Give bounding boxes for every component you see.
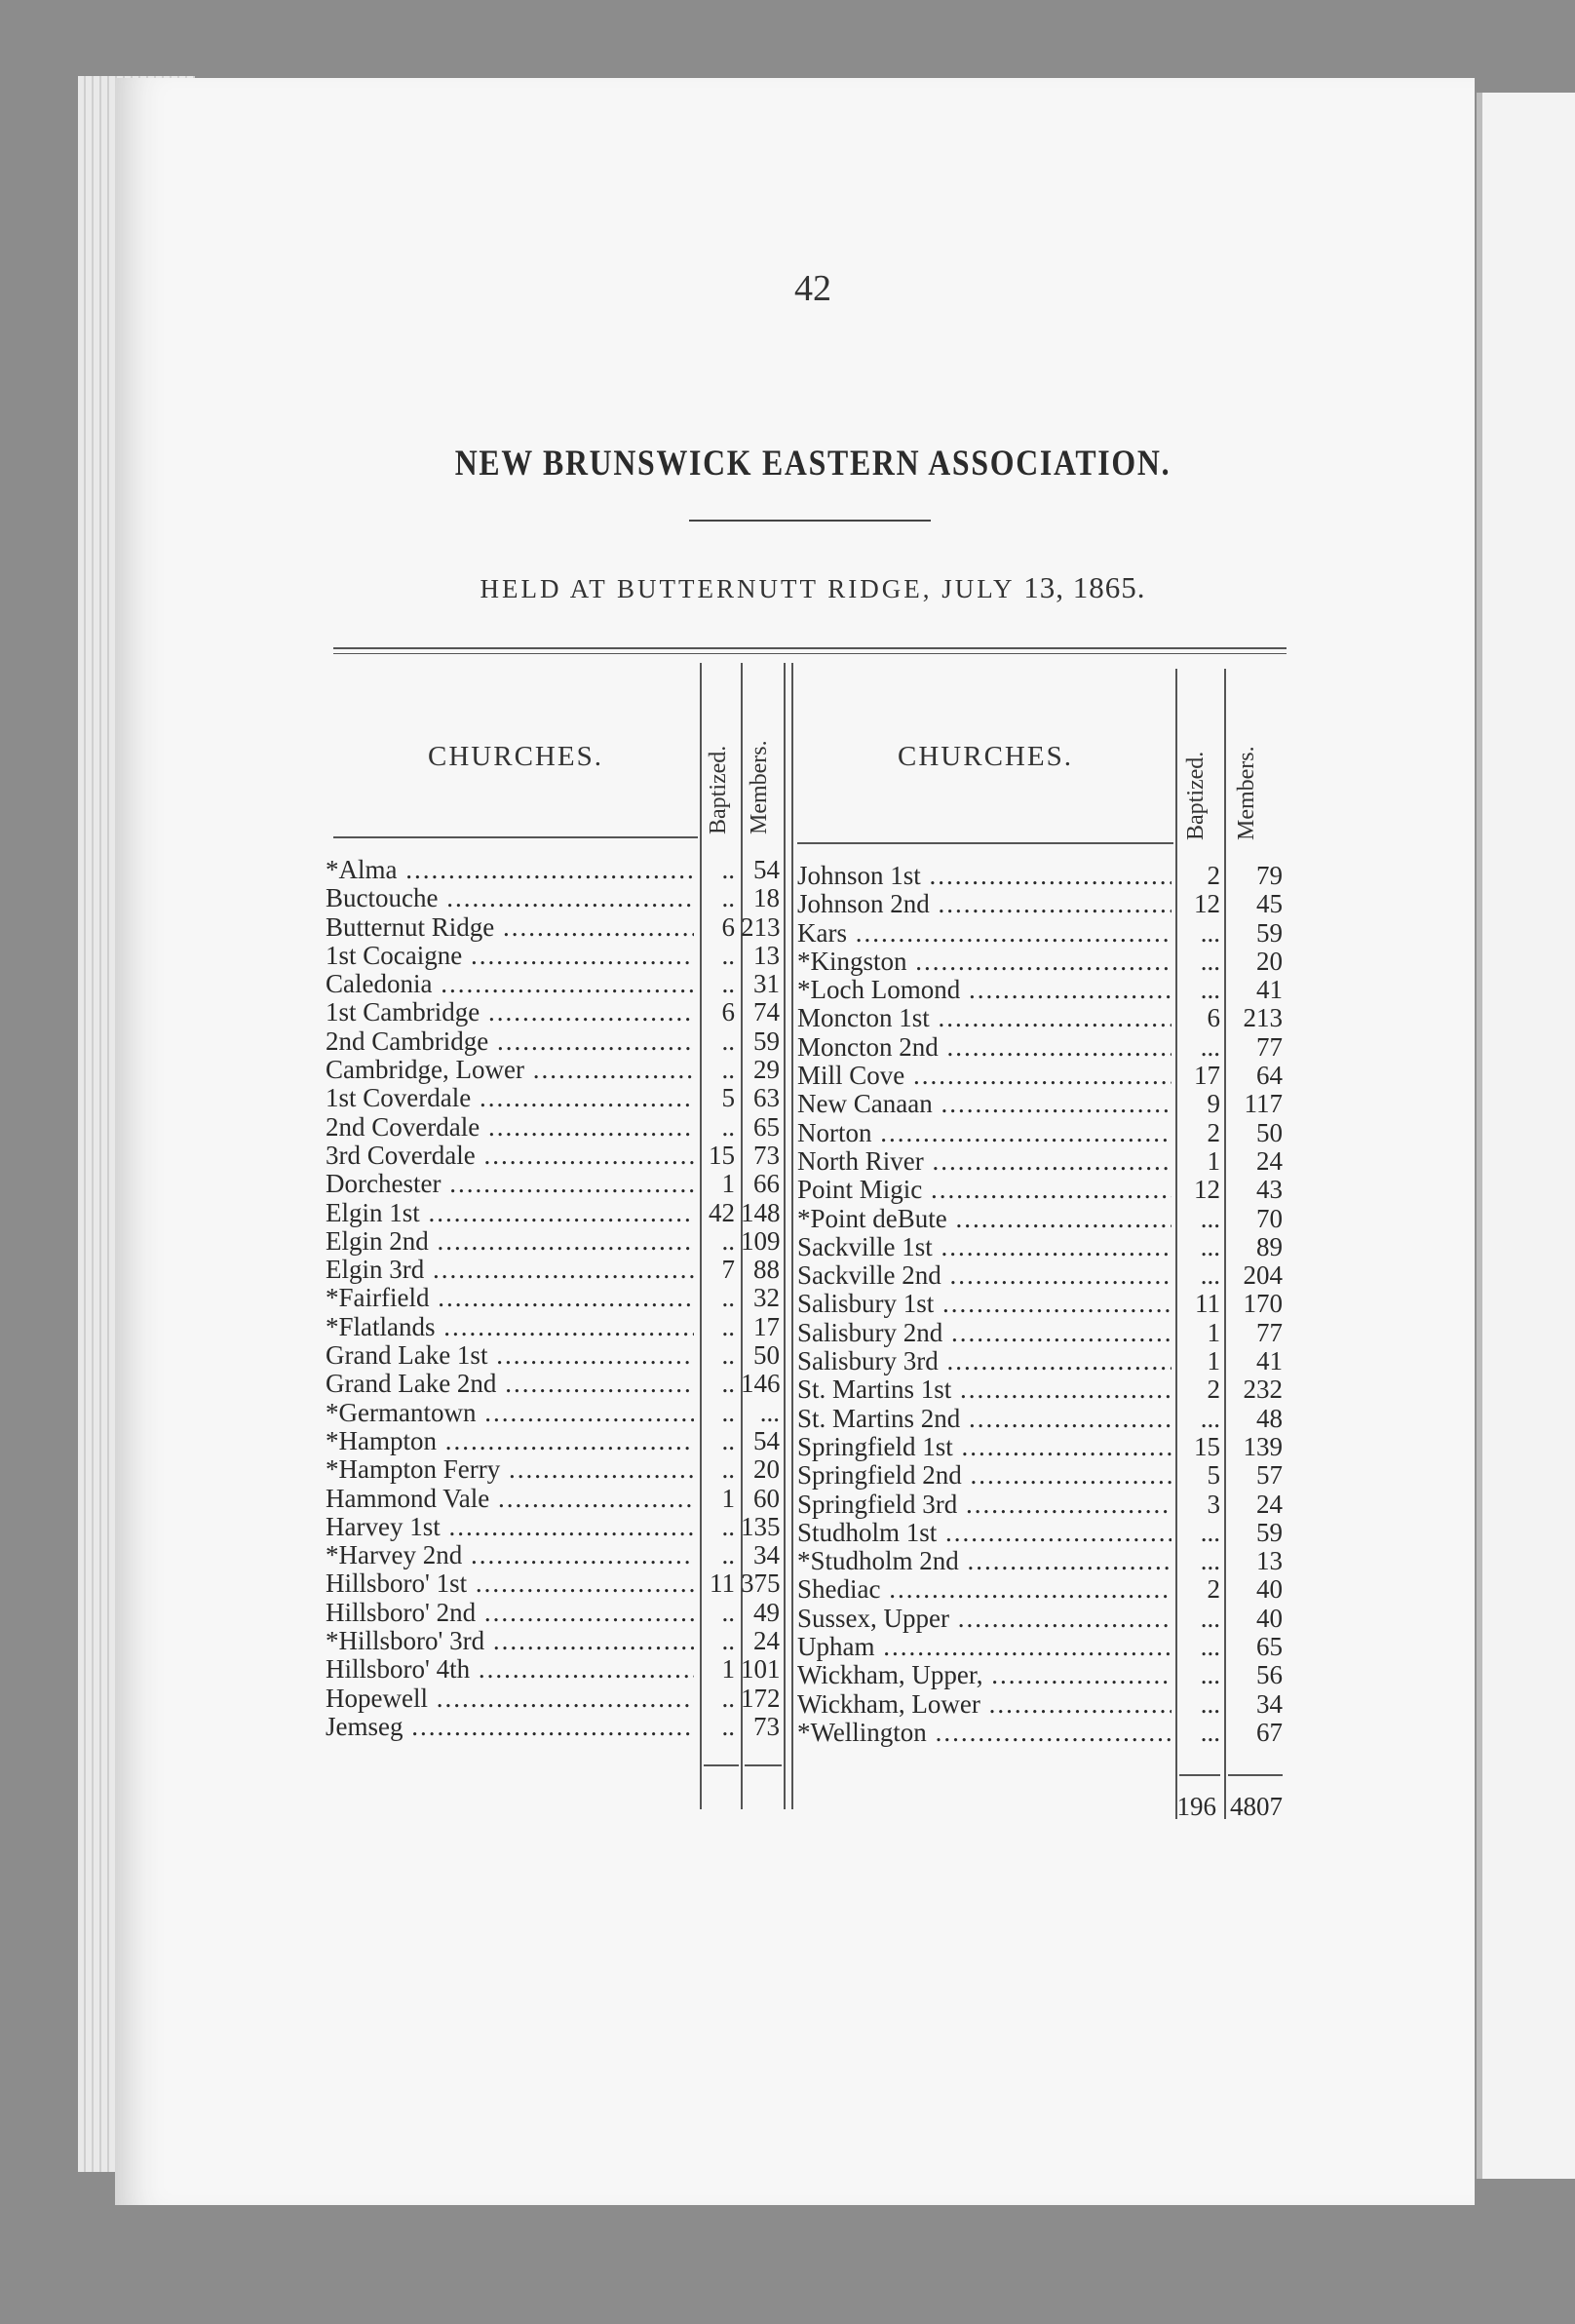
baptized-value: 1 (1207, 1346, 1220, 1376)
table-row (797, 1375, 1285, 1404)
baptized-value: ... (1200, 1260, 1220, 1291)
church-name: Mill Cove ..... (797, 1062, 1172, 1090)
members-value: 375 (741, 1569, 781, 1599)
church-name: Studholm 1st ..... (797, 1519, 1172, 1547)
church-name: *Studholm 2nd ..... (797, 1547, 1172, 1575)
members-value: 45 (1256, 889, 1283, 919)
table-row (326, 1284, 784, 1312)
church-name: St. Martins 2nd ..... (797, 1405, 1172, 1433)
baptized-value: 15 (1194, 1431, 1220, 1461)
baptized-value: .. (721, 1369, 735, 1399)
church-name: Salisbury 1st ..... (797, 1290, 1172, 1318)
church-name: Springfield 1st ..... (797, 1433, 1172, 1461)
members-value: 109 (741, 1225, 781, 1256)
table-row (326, 884, 784, 912)
baptized-value: 9 (1207, 1089, 1220, 1119)
table-row (797, 1062, 1285, 1090)
table-row (797, 1661, 1285, 1689)
church-name: *Flatlands ..... (326, 1313, 694, 1341)
members-value: 13 (753, 940, 780, 970)
total-baptized: 196 (1176, 1792, 1216, 1821)
table-row (326, 1313, 784, 1341)
church-name: New Canaan ..... (797, 1090, 1172, 1118)
table-row (326, 1113, 784, 1142)
members-value: 49 (753, 1597, 780, 1627)
table-row (797, 1233, 1285, 1261)
table-row (797, 1176, 1285, 1204)
baptized-value: ... (1200, 1546, 1220, 1576)
members-value: 40 (1256, 1603, 1283, 1633)
members-value: 73 (753, 1140, 780, 1170)
members-value: 77 (1256, 1031, 1283, 1062)
church-name: Grand Lake 2nd ..... (326, 1370, 694, 1398)
left-baptized-sum-rule (704, 1764, 739, 1766)
table-row (326, 1370, 784, 1398)
baptized-value: 6 (721, 911, 735, 942)
baptized-value: 2 (1207, 1574, 1220, 1605)
baptized-value: 12 (1194, 889, 1220, 919)
church-name: Johnson 2nd ..... (797, 890, 1172, 918)
baptized-value: 3 (1207, 1489, 1220, 1519)
church-name: Elgin 1st ..... (326, 1199, 694, 1227)
table-row (326, 856, 784, 884)
church-name: Caledonia ..... (326, 970, 694, 998)
table-row (797, 1491, 1285, 1519)
page-number: 42 (794, 268, 831, 309)
baptized-value: .. (721, 1711, 735, 1741)
baptized-value: 11 (1195, 1289, 1220, 1319)
table-row (326, 1170, 784, 1198)
church-name: 1st Cocaigne ..... (326, 942, 694, 970)
baptized-value: .. (721, 940, 735, 970)
members-value: 73 (753, 1711, 780, 1741)
members-value: 66 (753, 1169, 780, 1199)
table-row (326, 1541, 784, 1569)
next-page-edge (1477, 93, 1575, 2179)
page-title: NEW BRUNSWICK EASTERN ASSOCIATION. (454, 444, 1172, 484)
table-row (326, 1399, 784, 1427)
church-name: *Hampton Ferry ..... (326, 1455, 694, 1484)
church-name: *Loch Lomond ..... (797, 976, 1172, 1004)
church-name: Point Migic ..... (797, 1176, 1172, 1204)
church-name: Norton ..... (797, 1119, 1172, 1147)
members-value: 65 (1256, 1632, 1283, 1662)
members-value: 24 (1256, 1489, 1283, 1519)
table-row (797, 976, 1285, 1004)
table-row (797, 1290, 1285, 1318)
table-row (797, 1119, 1285, 1147)
members-value: 101 (741, 1654, 781, 1685)
left-members-header: Members. (747, 740, 772, 834)
baptized-value: .. (721, 1225, 735, 1256)
table-row (797, 1347, 1285, 1375)
members-value: 24 (753, 1626, 780, 1656)
baptized-value: .. (721, 1683, 735, 1713)
members-value: 139 (1243, 1431, 1283, 1461)
members-value: 43 (1256, 1175, 1283, 1205)
baptized-value: 15 (709, 1140, 735, 1170)
church-name: *Hampton ..... (326, 1427, 694, 1455)
members-value: 67 (1256, 1717, 1283, 1747)
church-name: North River ..... (797, 1147, 1172, 1176)
table-row (326, 1599, 784, 1627)
baptized-value: .. (721, 1597, 735, 1627)
title-rule (689, 520, 931, 522)
members-value: 60 (753, 1483, 780, 1513)
baptized-value: ... (1200, 946, 1220, 976)
table-row (797, 1719, 1285, 1747)
members-value: 59 (753, 1026, 780, 1056)
baptized-value: ... (1200, 1031, 1220, 1062)
baptized-value: .. (721, 855, 735, 884)
table-row (326, 1227, 784, 1256)
table-row (326, 1256, 784, 1284)
members-value: 79 (1256, 861, 1283, 890)
table-row (326, 970, 784, 998)
church-name: *Kingston ..... (797, 948, 1172, 976)
baptized-value: .. (721, 1340, 735, 1371)
members-value: 20 (1256, 946, 1283, 976)
members-value: 135 (741, 1511, 781, 1541)
table-top-rule (333, 647, 1287, 649)
table-row (797, 1033, 1285, 1062)
members-value: 74 (753, 997, 780, 1027)
table-row (797, 1690, 1285, 1719)
members-value: 13 (1256, 1546, 1283, 1576)
baptized-value: .. (721, 1540, 735, 1570)
baptized-value: .. (721, 1454, 735, 1485)
church-name: 2nd Cambridge ..... (326, 1027, 694, 1056)
church-name: Wickham, Lower ..... (797, 1690, 1172, 1719)
table-row (326, 1627, 784, 1655)
table-row (797, 890, 1285, 918)
right-baptized-sum-rule (1179, 1774, 1220, 1776)
church-name: Grand Lake 1st ..... (326, 1341, 694, 1370)
baptized-value: ... (1200, 1660, 1220, 1690)
baptized-value: 2 (1207, 1117, 1220, 1147)
baptized-value: .. (721, 883, 735, 913)
members-value: 170 (1243, 1289, 1283, 1319)
church-name: *Wellington ..... (797, 1719, 1172, 1747)
table-row (797, 1633, 1285, 1661)
baptized-value: 42 (709, 1197, 735, 1227)
baptized-value: 2 (1207, 861, 1220, 890)
members-value: 34 (1256, 1688, 1283, 1719)
church-name: 2nd Coverdale ..... (326, 1113, 694, 1142)
right-header-rule (797, 842, 1173, 844)
baptized-value: .. (721, 1425, 735, 1455)
members-value: 18 (753, 883, 780, 913)
table-row (797, 1433, 1285, 1461)
baptized-value: .. (721, 969, 735, 999)
baptized-value: ... (1200, 1603, 1220, 1633)
members-value: 50 (753, 1340, 780, 1371)
left-churches-header: CHURCHES. (428, 741, 603, 772)
right-baptized-header: Baptized. (1183, 751, 1209, 840)
church-name: Butternut Ridge ..... (326, 913, 694, 942)
table-row (797, 1461, 1285, 1490)
table-row (797, 1605, 1285, 1633)
members-value: 41 (1256, 1346, 1283, 1376)
baptized-value: 11 (710, 1569, 735, 1599)
church-name: Salisbury 3rd ..... (797, 1347, 1172, 1375)
table-row (797, 1261, 1285, 1290)
table-row (326, 942, 784, 970)
church-name: 3rd Coverdale ..... (326, 1142, 694, 1170)
baptized-value: .. (721, 1111, 735, 1142)
church-name: Kars ..... (797, 919, 1172, 948)
baptized-value: 1 (721, 1483, 735, 1513)
church-name: Harvey 1st ..... (326, 1513, 694, 1541)
table-row (326, 1685, 784, 1713)
right-churches-header: CHURCHES. (898, 741, 1073, 772)
members-value: 232 (1243, 1375, 1283, 1405)
members-value: 41 (1256, 975, 1283, 1005)
members-value: 50 (1256, 1117, 1283, 1147)
table-row (326, 1056, 784, 1084)
members-value: 204 (1243, 1260, 1283, 1291)
members-value: 89 (1256, 1231, 1283, 1261)
members-value: 48 (1256, 1403, 1283, 1433)
total-members: 4807 (1230, 1792, 1283, 1821)
church-name: Hillsboro' 1st ..... (326, 1569, 694, 1598)
baptized-value: ... (1200, 975, 1220, 1005)
members-value: 32 (753, 1283, 780, 1313)
members-value: 65 (753, 1111, 780, 1142)
divider-middle-a (784, 663, 786, 1809)
church-name: *Harvey 2nd ..... (326, 1541, 694, 1569)
divider-middle-b (791, 663, 793, 1809)
church-name: *Alma ..... (326, 856, 694, 884)
baptized-value: 2 (1207, 1375, 1220, 1405)
baptized-value: ... (1200, 1517, 1220, 1547)
church-name: Buctouche ..... (326, 884, 694, 912)
table-row (326, 1455, 784, 1484)
church-name: Springfield 2nd ..... (797, 1461, 1172, 1490)
members-value: 213 (741, 911, 781, 942)
baptized-value: 5 (721, 1083, 735, 1113)
church-name: Moncton 1st ..... (797, 1004, 1172, 1032)
church-name: Elgin 3rd ..... (326, 1256, 694, 1284)
table-row (797, 862, 1285, 890)
table-row (326, 1569, 784, 1598)
church-name: Sackville 1st ..... (797, 1233, 1172, 1261)
table-row (326, 1199, 784, 1227)
members-value: 34 (753, 1540, 780, 1570)
church-name: Hillsboro' 4th ..... (326, 1655, 694, 1684)
church-name: St. Martins 1st ..... (797, 1375, 1172, 1404)
table-row (326, 1341, 784, 1370)
baptized-value: ... (1200, 1403, 1220, 1433)
church-name: Hammond Vale ..... (326, 1485, 694, 1513)
members-value: 59 (1256, 1517, 1283, 1547)
baptized-value: 1 (1207, 1317, 1220, 1347)
members-value: 54 (753, 855, 780, 884)
church-name: Sackville 2nd ..... (797, 1261, 1172, 1290)
subtitle-date: 13, 1865. (1023, 570, 1146, 604)
church-name: *Hillsboro' 3rd ..... (326, 1627, 694, 1655)
church-name: Shediac ..... (797, 1575, 1172, 1604)
church-name: *Fairfield ..... (326, 1284, 694, 1312)
church-name: Hopewell ..... (326, 1685, 694, 1713)
members-value: 77 (1256, 1317, 1283, 1347)
baptized-value: 5 (1207, 1460, 1220, 1491)
members-value: 213 (1243, 1003, 1283, 1033)
table-row (797, 948, 1285, 976)
baptized-value: ... (1200, 1688, 1220, 1719)
church-name: Dorchester ..... (326, 1170, 694, 1198)
baptized-value: ... (1200, 1231, 1220, 1261)
right-members-sum-rule (1228, 1774, 1283, 1776)
table-row (797, 1547, 1285, 1575)
table-row (326, 1513, 784, 1541)
baptized-value: .. (721, 1311, 735, 1341)
members-value: 24 (1256, 1145, 1283, 1176)
table-row (797, 1147, 1285, 1176)
church-name: Elgin 2nd ..... (326, 1227, 694, 1256)
right-church-list (797, 862, 1285, 1747)
church-name: 1st Coverdale ..... (326, 1084, 694, 1112)
church-name: *Germantown ..... (326, 1399, 694, 1427)
members-value: 59 (1256, 917, 1283, 948)
right-members-header: Members. (1234, 746, 1259, 840)
church-name: *Point deBute ..... (797, 1205, 1172, 1233)
church-name: Springfield 3rd ..... (797, 1491, 1172, 1519)
left-baptized-header: Baptized. (706, 745, 731, 834)
table-row (326, 913, 784, 942)
baptized-value: .. (721, 1026, 735, 1056)
church-name: Salisbury 2nd ..... (797, 1319, 1172, 1347)
table-row (326, 1485, 784, 1513)
members-value: 172 (741, 1683, 781, 1713)
members-value: 54 (753, 1425, 780, 1455)
baptized-value: 6 (721, 997, 735, 1027)
members-value: 29 (753, 1055, 780, 1085)
baptized-value: 7 (721, 1255, 735, 1285)
members-value: 146 (741, 1369, 781, 1399)
members-value: 31 (753, 969, 780, 999)
baptized-value: ... (1200, 1632, 1220, 1662)
table-row (326, 1427, 784, 1455)
subtitle (0, 570, 1575, 605)
left-church-list (326, 856, 784, 1741)
church-name: Hillsboro' 2nd ..... (326, 1599, 694, 1627)
church-name: Jemseg ..... (326, 1713, 694, 1741)
table-row (797, 1090, 1285, 1118)
baptized-value: 1 (1207, 1145, 1220, 1176)
members-value: 88 (753, 1255, 780, 1285)
members-value: 56 (1256, 1660, 1283, 1690)
table-row (797, 1205, 1285, 1233)
table-row (326, 1655, 784, 1684)
church-name: Sussex, Upper ..... (797, 1605, 1172, 1633)
church-name: Moncton 2nd ..... (797, 1033, 1172, 1062)
baptized-value: 6 (1207, 1003, 1220, 1033)
members-value: 17 (753, 1311, 780, 1341)
baptized-value: ... (1200, 917, 1220, 948)
table-row (797, 1004, 1285, 1032)
subtitle-text: HELD AT BUTTERNUTT RIDGE, JULY (480, 574, 1015, 603)
church-name: Johnson 1st ..... (797, 862, 1172, 890)
members-value: 40 (1256, 1574, 1283, 1605)
table-top-rule-thin (333, 653, 1287, 654)
members-value: 117 (1244, 1089, 1283, 1119)
church-name: Cambridge, Lower ..... (326, 1056, 694, 1084)
members-value: 57 (1256, 1460, 1283, 1491)
left-members-sum-rule (745, 1764, 782, 1766)
table-row (326, 998, 784, 1026)
baptized-value: .. (721, 1397, 735, 1427)
table-row (326, 1142, 784, 1170)
church-name: Wickham, Upper, ..... (797, 1661, 1172, 1689)
members-value: 70 (1256, 1203, 1283, 1233)
table-row (797, 919, 1285, 948)
table-row (797, 1319, 1285, 1347)
baptized-value: ... (1200, 1717, 1220, 1747)
table-row (326, 1027, 784, 1056)
table-row (797, 1575, 1285, 1604)
members-value: 20 (753, 1454, 780, 1485)
members-value: 63 (753, 1083, 780, 1113)
baptized-value: 1 (721, 1654, 735, 1685)
baptized-value: .. (721, 1626, 735, 1656)
baptized-value: 1 (721, 1169, 735, 1199)
baptized-value: .. (721, 1511, 735, 1541)
baptized-value: .. (721, 1283, 735, 1313)
table-row (326, 1713, 784, 1741)
church-name: Upham ..... (797, 1633, 1172, 1661)
left-header-rule (333, 836, 698, 838)
table-row (797, 1519, 1285, 1547)
members-value: 148 (741, 1197, 781, 1227)
baptized-value: 12 (1194, 1175, 1220, 1205)
table-row (797, 1405, 1285, 1433)
members-value: 64 (1256, 1061, 1283, 1091)
table-row (326, 1084, 784, 1112)
baptized-value: ... (1200, 1203, 1220, 1233)
members-value: ... (759, 1397, 780, 1427)
baptized-value: 17 (1194, 1061, 1220, 1091)
church-name: 1st Cambridge ..... (326, 998, 694, 1026)
baptized-value: .. (721, 1055, 735, 1085)
